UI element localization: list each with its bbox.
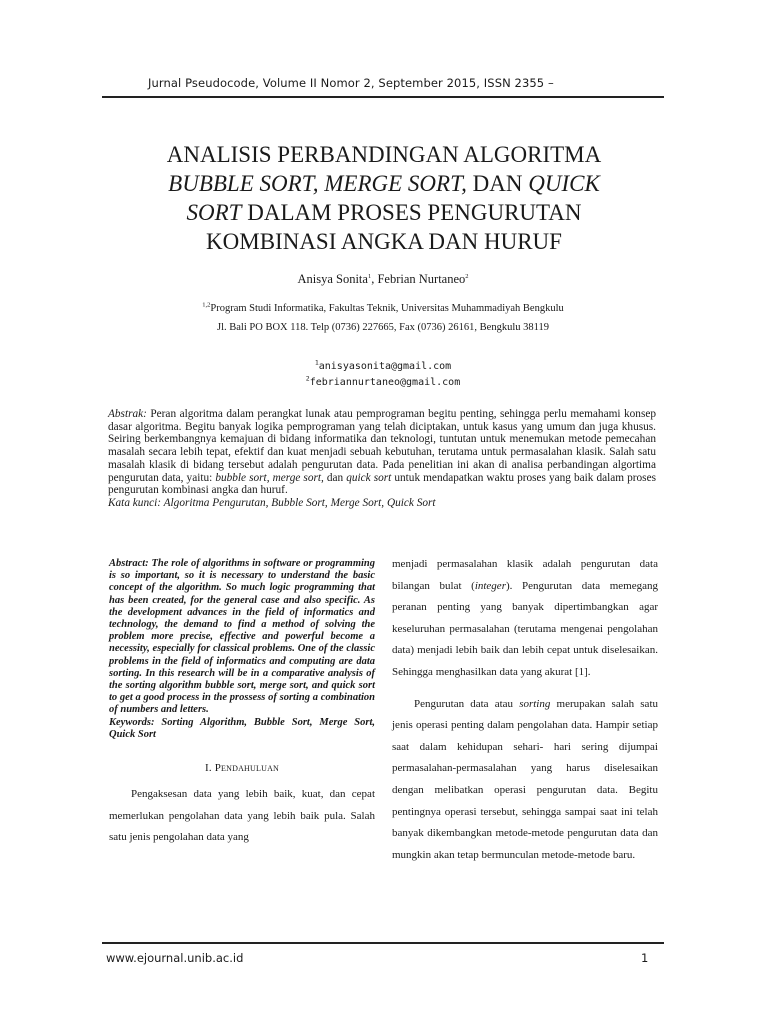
english-abstract-text: Abstract: The role of algorithms in software or programming is so important, so it is necessary to understand the basic concept of the algorithm. So much logic programming that has been created, for the general case and also specific. As the development advances in the field of informatics and technology, the demand to find a method of solving the problem more precise, effective and powerful become a necessity, especially for classical problems. One of the classic problems in the field of informatics and computing are data sorting. In this research will be in a comparative analysis of the sorting algorithm bubble sort, merge sort, and quick sort to get a good process in the prossess of sorting a combination of numbers and letters. (109, 558, 375, 716)
abstrak-text: untuk mendapatkan waktu proses yang baik dalam proses pengurutan kombinasi angka dan huruf. (108, 471, 656, 497)
body-paragraph: Pengaksesan data yang lebih baik, kuat, dan cepat memerlukan pengolahan data yang lebih baik pula. Salah satu jenis pengolahan data yang (109, 788, 375, 844)
author-email (102, 374, 664, 388)
author-list (102, 272, 664, 287)
email-superscript: 2 (305, 374, 310, 383)
title-italic-segment: QUICK (528, 171, 600, 196)
kata-kunci: Kata kunci: Algoritma Pengurutan, Bubble Sort, Merge Sort, Quick Sort (108, 496, 436, 509)
affiliation-address: Jl. Bali PO BOX 118. Telp (0736) 227665, Fax (0736) 26161, Bengkulu 38119 (217, 322, 549, 333)
right-column (392, 554, 658, 866)
abstrak-italic: quick sort (346, 471, 392, 484)
email-superscript: 1 (314, 358, 319, 367)
paper-title (110, 140, 658, 256)
left-column (109, 558, 375, 849)
abstrak-block (108, 408, 656, 510)
body-text: Pengurutan data atau (414, 697, 520, 710)
footer-url: www.ejournal.unib.ac.id (106, 951, 244, 965)
affiliation-text: Program Studi Informatika, Fakultas Teknik, Universitas Muhammadiyah Bengkulu (210, 303, 564, 314)
author-name: Anisya Sonita (297, 272, 368, 286)
author-email (102, 358, 664, 372)
affiliation (102, 303, 664, 314)
email-address: anisyasonita@gmail.com (318, 361, 452, 372)
body-text: ). Pengurutan data memegang peranan penting yang banyak dipertimbangkan agar keseluruhan permasalahan (terutama mengenai pengolahan data) menjadi lebih baik dan lebih cepat untuk diselesaikan. Sehingga menghasilkan data yang akurat [1]. (392, 579, 658, 678)
author-name: Febrian Nurtaneo (377, 272, 466, 286)
page-number: 1 (641, 951, 649, 965)
author-separator: , (371, 272, 378, 286)
abstrak-text: dan (323, 471, 347, 484)
body-italic: integer (474, 579, 506, 592)
affiliation-superscript: 1,2 (202, 301, 211, 309)
title-line-1: ANALISIS PERBANDINGAN ALGORITMA (166, 142, 602, 167)
section-name: Pendahuluan (214, 762, 280, 775)
section-heading (109, 762, 375, 774)
title-italic-segment: SORT (186, 200, 242, 225)
body-italic: sorting (519, 697, 551, 710)
english-keywords: Keywords: Sorting Algorithm, Bubble Sort, Merge Sort, Quick Sort (109, 716, 375, 740)
email-address: febriannurtaneo@gmail.com (309, 377, 461, 388)
abstrak-italic: bubble sort, merge sort, (215, 471, 324, 484)
title-line-4: KOMBINASI ANGKA DAN HURUF (206, 229, 562, 254)
body-text: merupakan salah satu jenis operasi penting dalam pengolahan data. Hampir setiap saat dalam kehidupan sehari- hari sering dijumpai permasalahan-permasalahan yang harus diselesaikan dengan melibatkan operasi pengurutan data. Begitu pentingnya operasi tersebut, sehingga sampai saat ini telah banyak dikembangkan metode-metode pengurutan data dan mungkin akan tetap bermunculan metode-metode baru. (392, 697, 658, 861)
body-text: menjadi permasalahan klasik adalah pengurutan data bilangan bulat ( (392, 558, 658, 592)
title-italic-segment: BUBBLE SORT, MERGE SORT, (168, 171, 467, 196)
title-segment: DALAM PROSES PENGURUTAN (241, 200, 582, 225)
journal-header: Jurnal Pseudocode, Volume II Nomor 2, September 2015, ISSN 2355 – (148, 76, 554, 90)
abstrak-text: Peran algoritma dalam perangkat lunak atau pemprograman begitu penting, sehingga perlu memahami konsep dasar algoritma. Begitu banyak logika pemprograman yang telah diciptakan, untuk kasus yang umum dan juga khusus. Seiring berkembangnya kemajuan di bidang informatika dan teknologi, tuntutan untuk menemukan metode pemecahan masalah secara lebih tepat, efektif dan kuat menjadi sebuah kebutuhan, terutama untuk permasalahan klasik. Salah satu masalah klasik di bidang tersebut adalah pengurutan data. Pada penelitian ini akan di analisa perbandingan algortima pengurutan data, yaitu: (108, 408, 656, 484)
author-superscript: 1 (367, 272, 372, 280)
body-paragraph (392, 694, 658, 867)
section-number: I. (204, 762, 215, 775)
abstrak-label: Abstrak: (108, 408, 147, 420)
title-segment: DAN (466, 171, 529, 196)
footer-divider (102, 942, 664, 944)
header-divider (102, 96, 664, 98)
author-superscript: 2 (465, 272, 469, 280)
body-paragraph (392, 554, 658, 684)
english-abstract (109, 558, 375, 741)
